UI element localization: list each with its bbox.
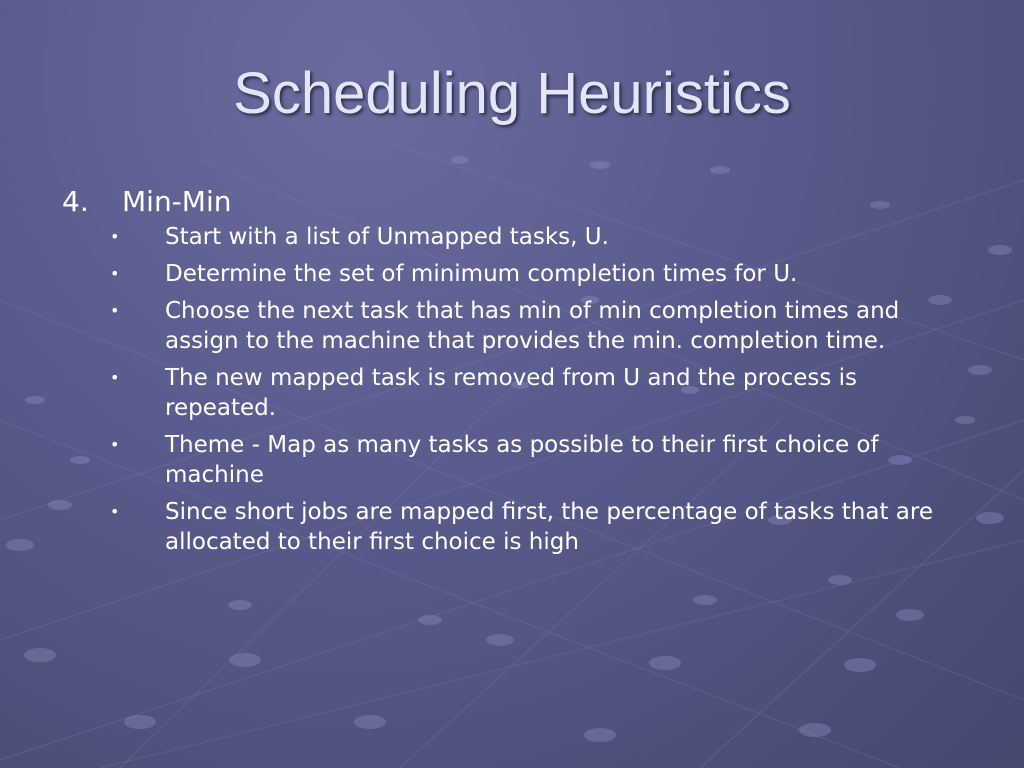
bullet-text: The new mapped task is removed from U and the process is repeated. [165, 365, 858, 421]
bullet-icon: • [110, 301, 120, 320]
bullet-text: Since short jobs are mapped first, the percentage of tasks that are allocated to their first choice is high [165, 499, 933, 555]
list-item [62, 296, 972, 356]
bullet-icon: • [110, 435, 120, 454]
bullet-icon: • [110, 264, 120, 283]
item-number: 4. [62, 185, 89, 218]
bullet-text: Choose the next task that has min of min completion times and assign to the machine that provides the min. completion time. [165, 298, 900, 354]
item-heading: Min-Min [122, 185, 232, 218]
list-item [62, 363, 972, 423]
numbered-item [62, 184, 972, 220]
bullet-icon: • [110, 368, 120, 387]
slide-body [62, 184, 972, 564]
list-item [62, 222, 972, 252]
slide-title: Scheduling Heuristics [233, 61, 791, 126]
bullet-icon: • [110, 227, 120, 246]
bullet-text: Start with a list of Unmapped tasks, U. [165, 224, 609, 250]
list-item [62, 259, 972, 289]
bullet-list [62, 222, 972, 557]
list-item [62, 430, 972, 490]
bullet-text: Determine the set of minimum completion times for U. [165, 261, 798, 287]
bullet-icon: • [110, 502, 120, 521]
bullet-text: Theme - Map as many tasks as possible to their first choice of machine [165, 432, 879, 488]
list-item [62, 497, 972, 557]
